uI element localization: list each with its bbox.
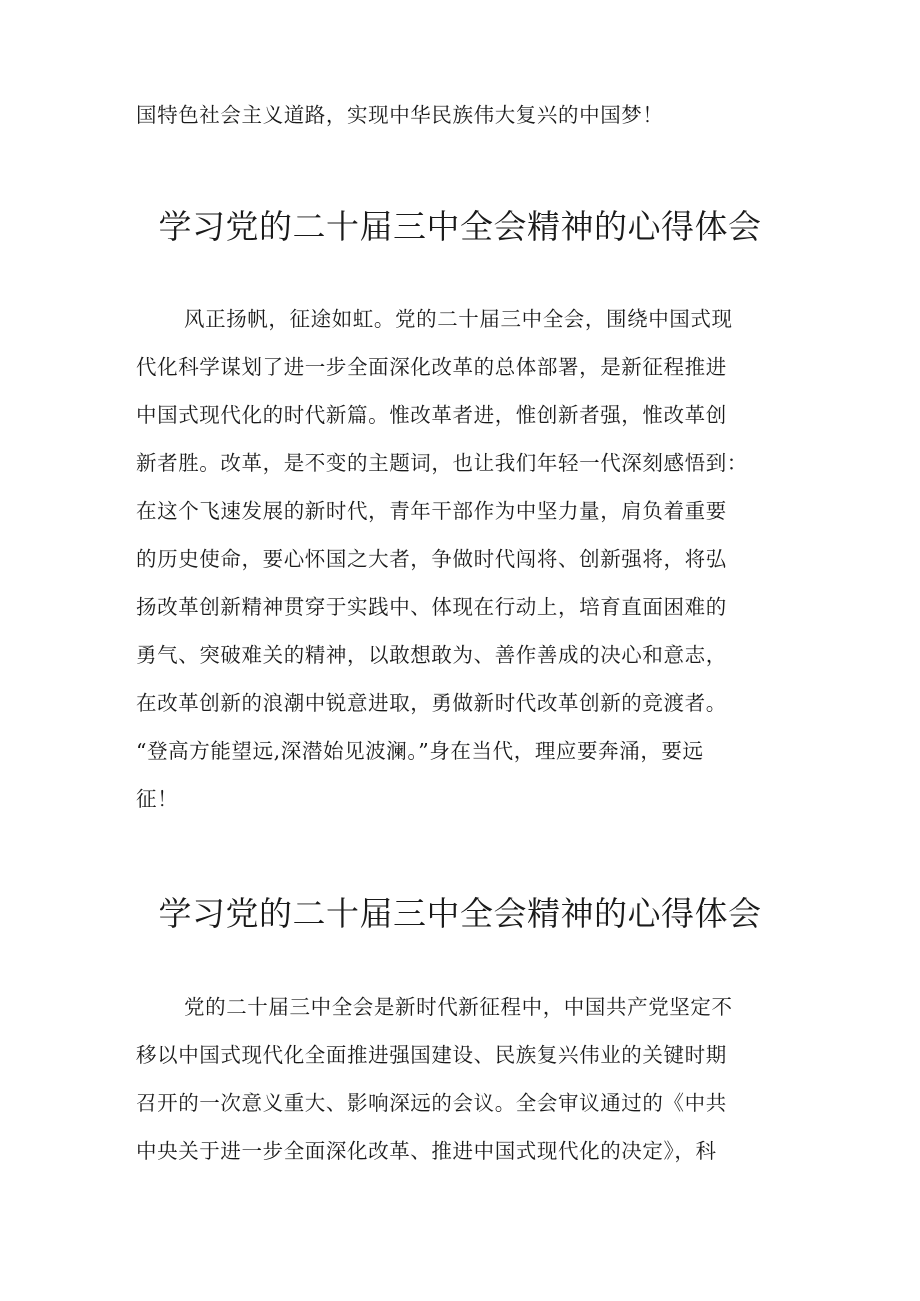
paragraph-line: 代化科学谋划了进一步全面深化改革的总体部署，是新征程推进: [136, 355, 727, 379]
paragraph-line: 在这个飞速发展的新时代，青年干部作为中坚力量，肩负着重要: [136, 499, 727, 523]
paragraph-line: “登高方能望远,深潜始见波澜。”身在当代，理应要奔涌，要远: [136, 739, 704, 763]
continuation-line: 国特色社会主义道路，实现中华民族伟大复兴的中国梦！: [136, 103, 664, 127]
section-2-title: 学习党的二十届三中全会精神的心得体会: [158, 894, 762, 933]
paragraph-line: 新者胜。改革，是不变的主题词，也让我们年轻一代深刻感悟到：: [136, 451, 748, 475]
paragraph-line: 在改革创新的浪潮中锐意进取，勇做新时代改革创新的竞渡者。: [136, 691, 727, 715]
section-1-title: 学习党的二十届三中全会精神的心得体会: [158, 207, 762, 246]
paragraph-line: 中央关于进一步全面深化改革、推进中国式现代化的决定》，科: [136, 1139, 717, 1163]
paragraph-line: 召开的一次意义重大、影响深远的会议。全会审议通过的《中共: [136, 1091, 727, 1115]
paragraph-line: 扬改革创新精神贯穿于实践中、体现在行动上，培育直面困难的: [136, 595, 727, 619]
paragraph-line: 勇气、突破难关的精神，以敢想敢为、善作善成的决心和意志，: [136, 643, 727, 667]
paragraph-line: 中国式现代化的时代新篇。惟改革者进，惟创新者强，惟改革创: [136, 403, 727, 427]
paragraph-line: 风正扬帆，征途如虹。党的二十届三中全会，围绕中国式现: [184, 307, 733, 331]
paragraph-line: 的历史使命，要心怀国之大者，争做时代闯将、创新强将，将弘: [136, 547, 727, 571]
paragraph-line: 征！: [136, 787, 179, 811]
paragraph-line: 移以中国式现代化全面推进强国建设、民族复兴伟业的关键时期: [136, 1043, 727, 1067]
paragraph-line: 党的二十届三中全会是新时代新征程中，中国共产党坚定不: [184, 995, 733, 1019]
